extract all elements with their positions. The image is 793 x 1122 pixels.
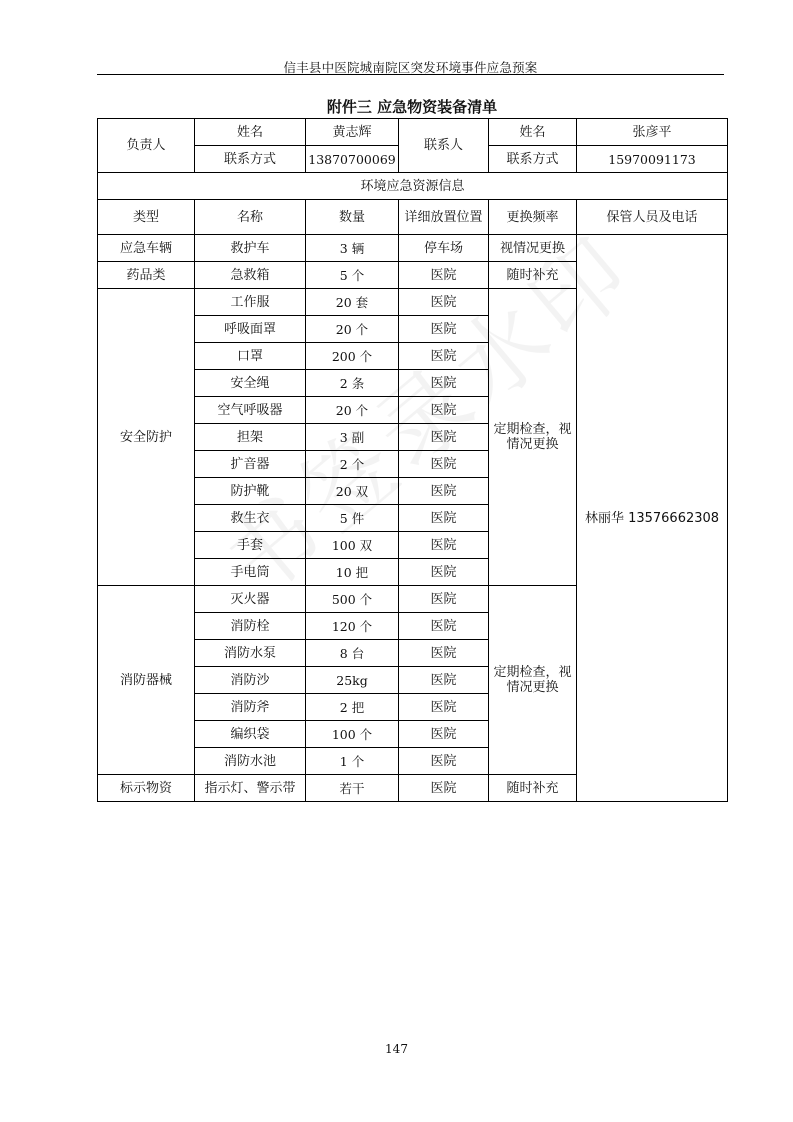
item-quantity: 3 副 [306,424,399,451]
item-name: 手电筒 [195,559,306,586]
column-header: 更换频率 [489,200,577,235]
item-quantity: 200 个 [306,343,399,370]
item-name: 消防水池 [195,748,306,775]
responsible-name: 黄志辉 [306,119,399,146]
item-location: 医院 [399,748,489,775]
item-quantity: 若干 [306,775,399,802]
column-header: 名称 [195,200,306,235]
item-location: 医院 [399,505,489,532]
column-header: 类型 [98,200,195,235]
item-name: 指示灯、警示带 [195,775,306,802]
item-quantity: 2 把 [306,694,399,721]
contact-label: 联系方式 [195,146,306,173]
item-location: 医院 [399,316,489,343]
item-location: 医院 [399,613,489,640]
item-location: 医院 [399,343,489,370]
item-location: 医院 [399,667,489,694]
column-header: 保管人员及电话 [577,200,728,235]
item-location: 医院 [399,532,489,559]
category-cell: 应急车辆 [98,235,195,262]
category-cell: 药品类 [98,262,195,289]
item-location: 停车场 [399,235,489,262]
item-quantity: 25kg [306,667,399,694]
category-cell: 标示物资 [98,775,195,802]
frequency-cell: 随时补充 [489,775,577,802]
item-quantity: 2 个 [306,451,399,478]
item-name: 空气呼吸器 [195,397,306,424]
item-name: 呼吸面罩 [195,316,306,343]
item-quantity: 20 双 [306,478,399,505]
item-name: 消防水泵 [195,640,306,667]
contact-label: 联系方式 [489,146,577,173]
item-name: 急救箱 [195,262,306,289]
liaison-phone: 15970091173 [577,146,728,173]
name-label: 姓名 [195,119,306,146]
item-location: 医院 [399,559,489,586]
document-title: 附件三 应急物资装备清单 [326,98,498,116]
item-location: 医院 [399,775,489,802]
item-name: 编织袋 [195,721,306,748]
item-location: 医院 [399,640,489,667]
item-location: 医院 [399,424,489,451]
column-header: 数量 [306,200,399,235]
liaison-name: 张彦平 [577,119,728,146]
table-row [98,235,728,262]
liaison-label: 联系人 [399,119,489,173]
table-row [98,119,728,146]
category-cell: 安全防护 [98,289,195,586]
item-location: 医院 [399,370,489,397]
item-quantity: 100 双 [306,532,399,559]
item-name: 消防栓 [195,613,306,640]
column-header: 详细放置位置 [399,200,489,235]
running-header: 信丰县中医院城南院区突发环境事件应急预案 [283,60,538,75]
item-quantity: 8 台 [306,640,399,667]
item-name: 防护靴 [195,478,306,505]
item-quantity: 5 个 [306,262,399,289]
name-label: 姓名 [489,119,577,146]
item-name: 工作服 [195,289,306,316]
item-name: 扩音器 [195,451,306,478]
table-header-row [98,200,728,235]
item-location: 医院 [399,262,489,289]
item-quantity: 20 套 [306,289,399,316]
item-name: 安全绳 [195,370,306,397]
frequency-cell: 定期检查，视情况更换 [489,586,577,775]
frequency-cell: 随时补充 [489,262,577,289]
item-quantity: 20 个 [306,316,399,343]
responsible-phone: 13870700069 [306,146,399,173]
item-name: 消防沙 [195,667,306,694]
item-location: 医院 [399,397,489,424]
item-location: 医院 [399,694,489,721]
item-name: 救护车 [195,235,306,262]
frequency-cell: 视情况更换 [489,235,577,262]
item-quantity: 120 个 [306,613,399,640]
table-row [98,173,728,200]
item-quantity: 1 个 [306,748,399,775]
frequency-cell: 定期检查，视情况更换 [489,289,577,586]
item-quantity: 100 个 [306,721,399,748]
item-name: 担架 [195,424,306,451]
item-location: 医院 [399,289,489,316]
item-quantity: 500 个 [306,586,399,613]
item-name: 消防斧 [195,694,306,721]
item-name: 口罩 [195,343,306,370]
item-quantity: 10 把 [306,559,399,586]
item-name: 救生衣 [195,505,306,532]
header-divider [97,74,724,75]
item-name: 灭火器 [195,586,306,613]
item-quantity: 3 辆 [306,235,399,262]
item-location: 医院 [399,451,489,478]
item-quantity: 20 个 [306,397,399,424]
keeper-cell: 林丽华 13576662308 [577,235,728,802]
category-cell: 消防器械 [98,586,195,775]
item-location: 医院 [399,586,489,613]
item-location: 医院 [399,478,489,505]
page-number: 147 [385,1042,408,1056]
item-name: 手套 [195,532,306,559]
section-title: 环境应急资源信息 [98,173,728,200]
emergency-supplies-table [97,118,728,802]
responsible-label: 负责人 [98,119,195,173]
item-quantity: 5 件 [306,505,399,532]
item-quantity: 2 条 [306,370,399,397]
item-location: 医院 [399,721,489,748]
